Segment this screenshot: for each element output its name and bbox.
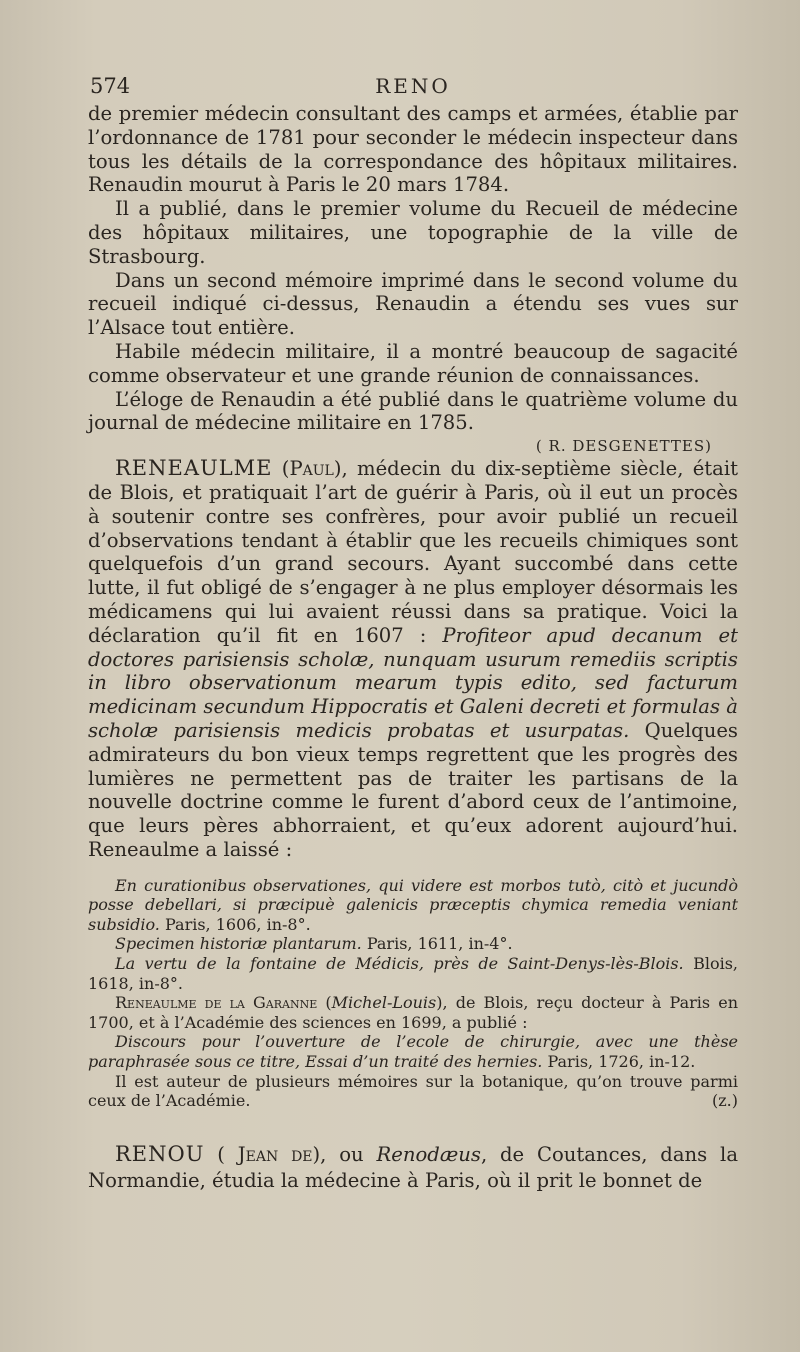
entry-renaudin (88, 102, 738, 457)
paragraph: Il a publié, dans le premier volume du Recueil de médecine des hôpitaux militaires, une topographie de la ville de Strasbourg. (88, 197, 738, 268)
running-head (88, 74, 738, 100)
work-title: Discours pour l’ouverture de l’ecole de chirurgie, avec une thèse paraphrasée sous ce titre, Essai d’un traité des hernies. (88, 1032, 738, 1072)
entry-headword: RENOU (115, 1141, 205, 1166)
bibliography-notes (88, 876, 738, 1111)
sub-entry: Reneaulme de la Garanne (Michel-Louis), de Blois, reçu docteur à Paris en 1700, et à l’Académie des sciences en 1699, a publié : (88, 993, 739, 1032)
bibliography-item (88, 934, 738, 954)
work-title: En curationibus observationes, qui videre est morbos tutò, citò et jucundò posse debellari, si præcipuè galenicis præceptis chymica remedia veniant subsidio. (88, 875, 738, 934)
latin-declaration: Profiteor apud decanum et doctores parisiensis scholæ, nunquam usurum remediis scriptis in libro observationum mearum typis edito, sed facturum medicinam secundum Hippocratis et Galeni decreti et formulas à scholæ parisiensis medicis probatas et usurpatas. (88, 623, 738, 742)
author-signature: ( R. DESGENETTES) (535, 437, 712, 456)
entry-forename: (Paul), (281, 457, 348, 481)
entry-text: Quelques admirateurs du bon vieux temps regrettent que les progrès des lumières ne permettent pas de traiter les partisans de la nouvelle doctrine comme le furent d’abord ceux de l’antimoine, que leurs pères abhorraient, et qu’eux adorent aujourd’hui. Reneaulme a laissé : (88, 718, 738, 861)
bibliography-item (88, 1032, 738, 1071)
sub-entry-text: ), de Blois, reçu docteur à Paris en 1700, et à l’Académie des sciences en 1699, a publié : (88, 993, 739, 1032)
note-text: Il est auteur de plusieurs mémoires sur la botanique, qu’on trouve parmi ceux de l’Académie. (88, 1071, 738, 1111)
publication-info: Paris, 1606, in-8°. (159, 914, 311, 934)
bibliography-item (88, 876, 738, 935)
entry-forename: ( Jean de), (217, 1142, 327, 1166)
page-number: 574 (90, 74, 131, 98)
entry-reneaulme (88, 457, 738, 862)
entry-renou: RENOU ( Jean de), ou Renodæus, de Coutances, dans la Normandie, étudia la médecine à Paris, où il prit le bonnet de (88, 1141, 738, 1192)
entry-headword: RENEAULME (115, 456, 273, 481)
paragraph: Dans un second mémoire imprimé dans le second volume du recueil indiqué ci-dessus, Renaudin a étendu ses vues sur l’Alsace tout entière. (88, 268, 738, 340)
paragraph: L’éloge de Renaudin a été publié dans le quatrième volume du journal de médecine militaire en 1785. (88, 387, 738, 435)
latin-name: Renodæus (376, 1142, 481, 1166)
closing-note (88, 1072, 738, 1111)
entry-text: , de Coutances, dans la Normandie, étudia la médecine à Paris, où il prit le bonnet de (88, 1142, 738, 1192)
sub-entry-forename: Michel-Louis (331, 993, 437, 1013)
bibliography-item (88, 954, 738, 993)
publication-info: Paris, 1726, in-12. (542, 1052, 696, 1072)
work-title: Specimen historiæ plantarum. (115, 934, 362, 954)
sub-entry-name: Reneaulme de la Garanne (115, 993, 318, 1013)
paragraph: Habile médecin militaire, il a montré beaucoup de sagacité comme observateur et une grande réunion de connaissances. (88, 339, 738, 387)
section-gap (88, 1111, 738, 1141)
running-title: RENO (375, 74, 451, 98)
paragraph: de premier médecin consultant des camps et armées, établie par l’ordonnance de 1781 pour seconder le médecin inspecteur dans tous les détails de la correspondance des hôpitaux militaires. Renaudin mourut à Paris le 20 mars 1784. (88, 102, 738, 197)
publication-info: Blois, 1618, in-8°. (88, 954, 738, 993)
page-content (88, 74, 738, 1194)
work-title: La vertu de la fontaine de Médicis, près de Saint-Denys-lès-Blois. (115, 954, 684, 974)
author-signature: (z.) (712, 1091, 738, 1111)
entry-text: médecin du dix-septième siècle, était de Blois, et pratiquait l’art de guérir à Paris, où il eut un procès à soutenir contre ses confrères, pour avoir publié un recueil d’observations tendant à établir que les recueils chimiques sont quelquefois d’un grand secours. Ayant succombé dans cette lutte, il fut obligé de s’engager à ne plus employer désormais les médicamens qui lui avaient réussi dans sa pratique. Voici la déclaration qu’il fit en 1607 : (88, 457, 738, 647)
publication-info: Paris, 1611, in-4°. (361, 934, 513, 954)
